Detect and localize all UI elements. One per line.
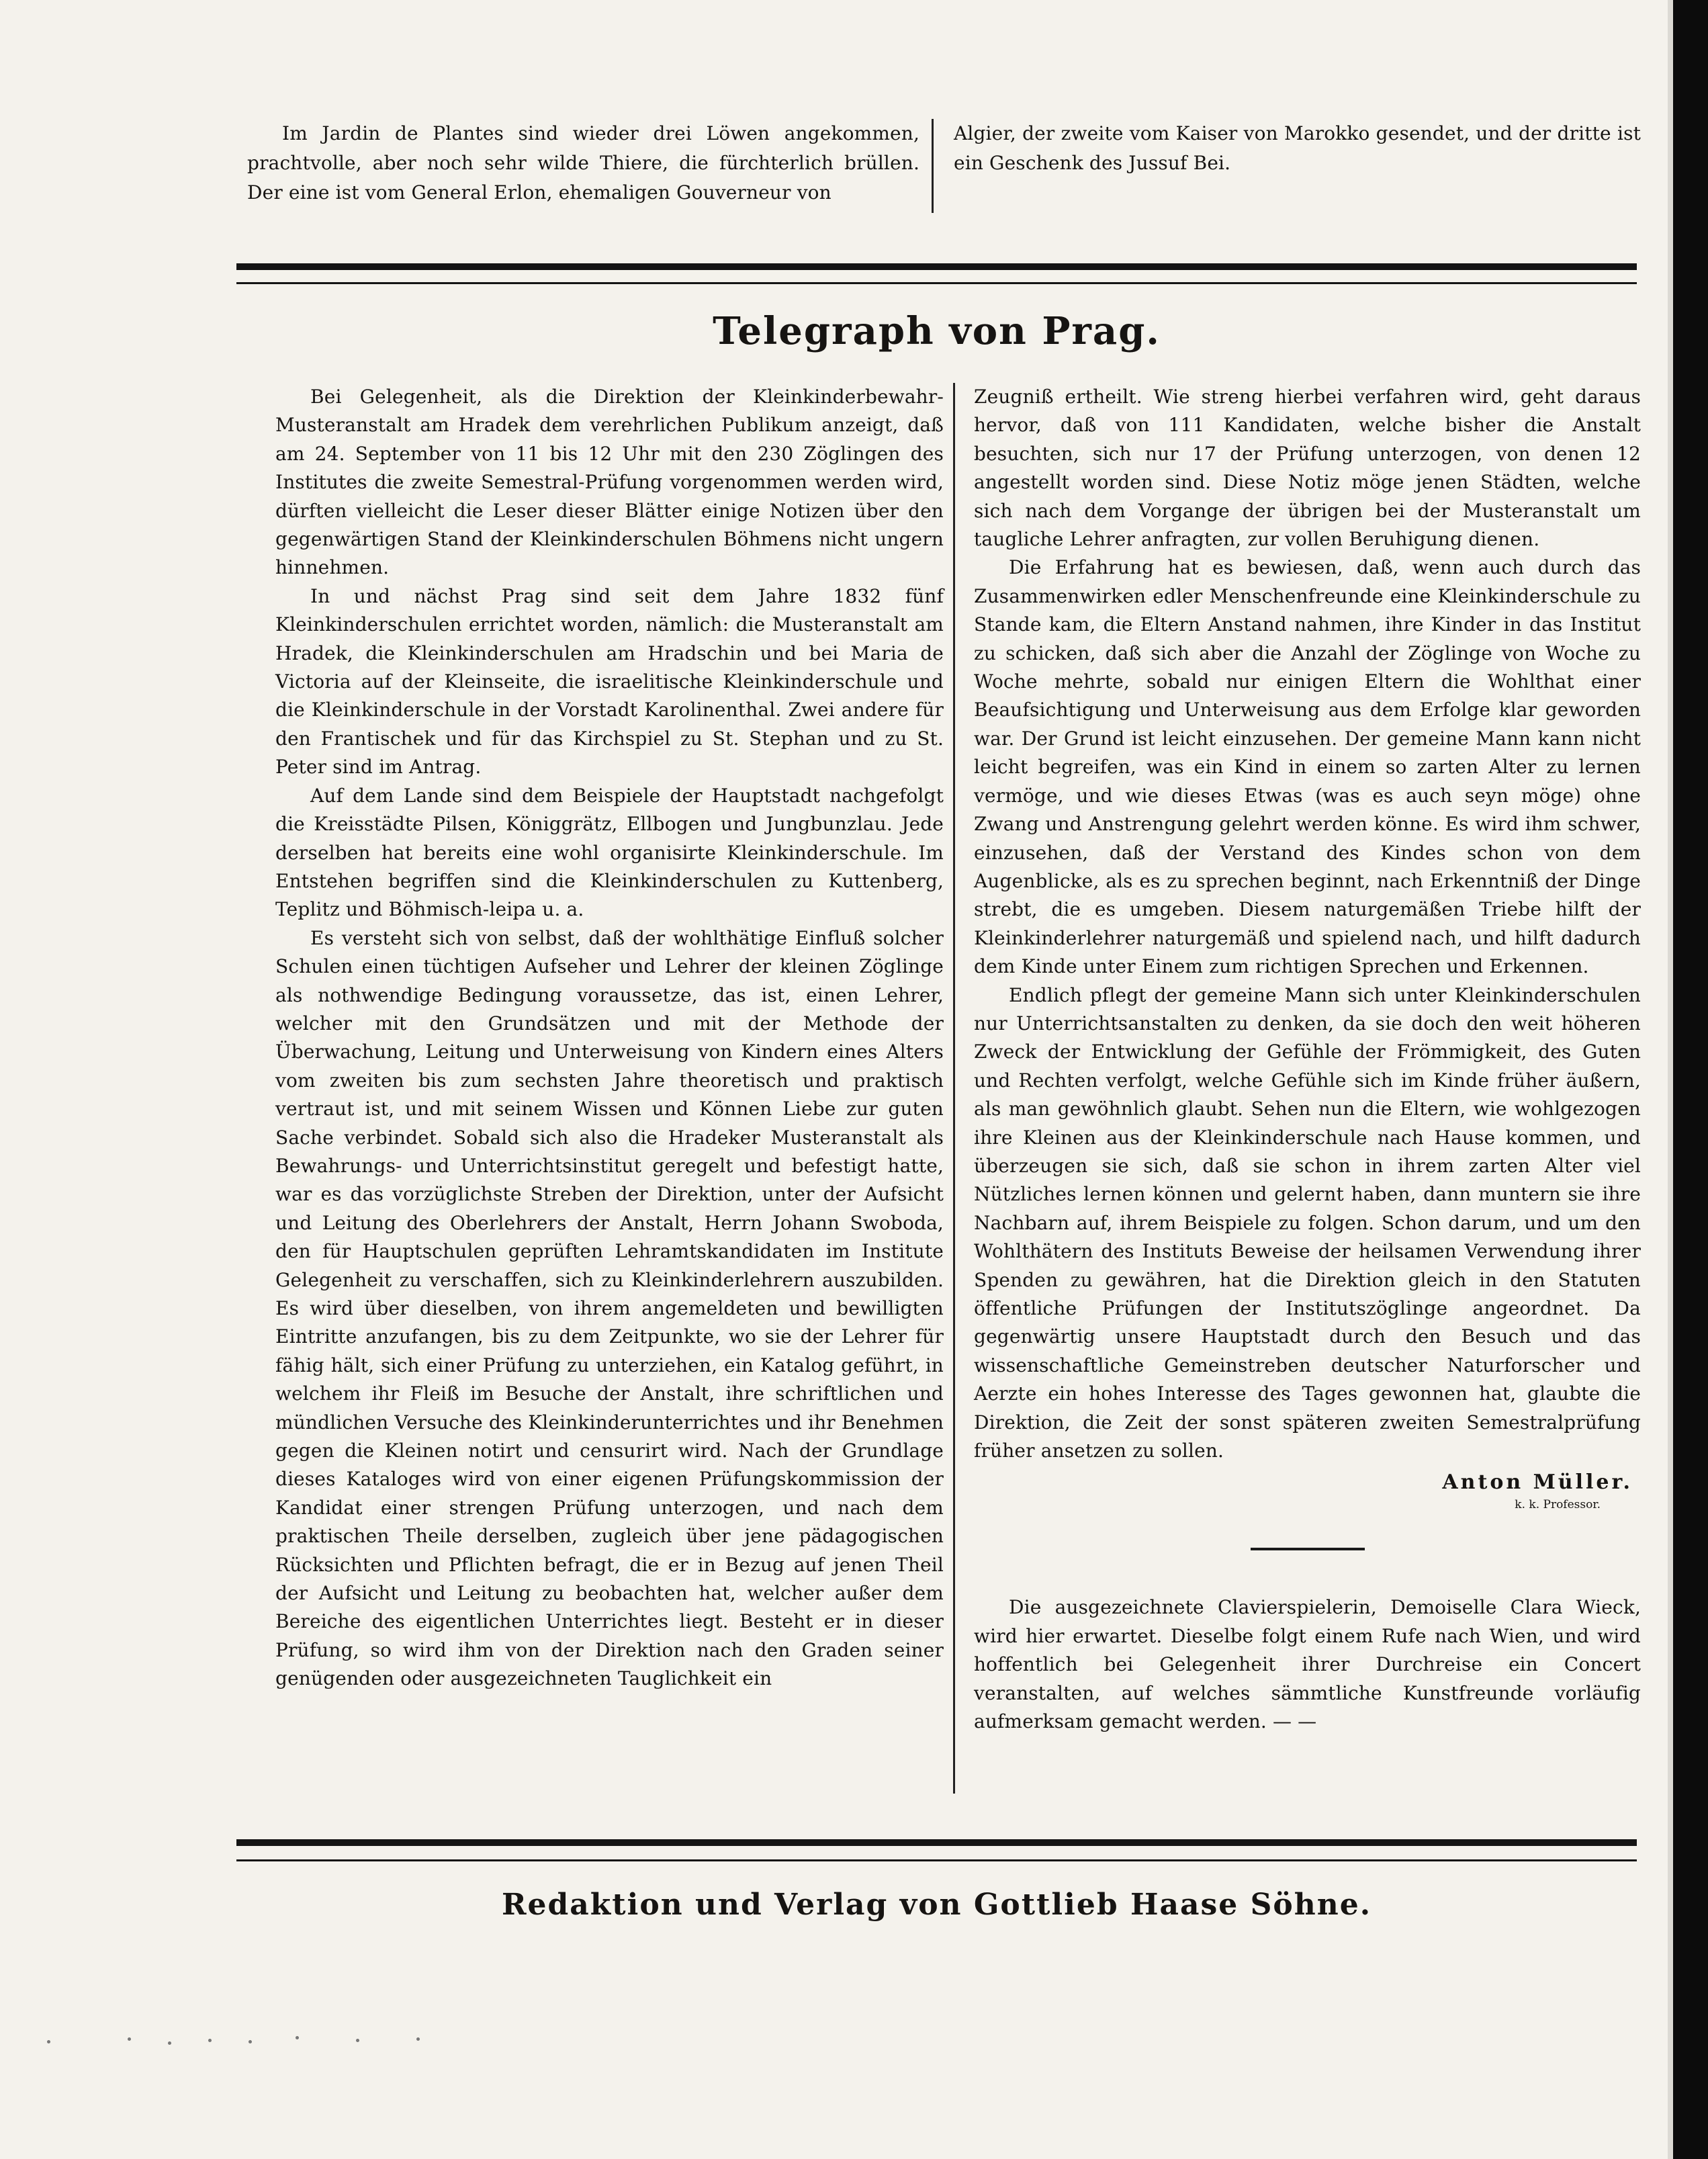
scan-speck <box>168 2041 171 2045</box>
scan-speck <box>128 2037 131 2041</box>
author-signature: Anton Müller. <box>1442 1470 1633 1495</box>
paragraph: Auf dem Lande sind dem Beispiele der Hauptstadt nachgefolgt die Kreisstädte Pilsen, Königgrätz, Ellbogen und Jungbunzlau. Jede derselben hat bereits eine wohl organisirte Kleinkinderschule. Im Entstehen begriffen sind die Kleinkinderschulen zu Kuttenberg, Teplitz und Böhmisch-leipa u. a. <box>275 784 944 921</box>
scan-speck <box>249 2040 252 2043</box>
top-article-left-column <box>247 119 934 213</box>
top-article-text-right: Algier, der zweite vom Kaiser von Marokko gesendet, und der dritte ist ein Geschenk des Jussuf Bei. <box>954 122 1641 174</box>
paragraph: Es versteht sich von selbst, daß der wohlthätige Einfluß solcher Schulen einen tüchtigen Aufseher und Lehrer der kleinen Zöglinge als nothwendige Bedingung voraussetze, das ist, einen Lehrer, welcher mit den Grundsätzen und mit der Methode der Überwachung, Leitung und Unterweisung von Kindern eines Alters vom zweiten bis zum sechsten Jahre theoretisch und praktisch vertraut ist, und mit seinem Wissen und Können Liebe zur guten Sache verbindet. Sobald sich also die Hradeker Musteranstalt als Bewahrungs- und Unterrichtsinstitut geregelt und befestigt hatte, war es das vorzüglichste Streben der Direktion, unter der Aufsicht und Leitung des Oberlehrers der Anstalt, Herrn Johann Swoboda, den für Hauptschulen geprüften Lehramtskandidaten im Institute Gelegenheit zu verschaffen, sich zu Kleinkinderlehrern auszubilden. Es wird über dieselben, von ihrem angemeldeten und bewilligten Eintritte anzufangen, bis zu dem Zeitpunkte, wo sie der Lehrer für fähig hält, sich einer Prüfung zu unterziehen, ein Katalog geführt, in welchem ihr Fleiß im Besuche der Anstalt, ihre schriftlichen und mündlichen Versuche des Kleinkinderunterrichtes und ihr Benehmen gegen die Kleinen notirt und censurirt wird. Nach der Grundlage dieses Kataloges wird von einer eigenen Prüfungskommission der Kandidat einer strengen Prüfung unterzogen, und nach dem praktischen Theile derselben, zugleich über jene pädagogischen Rücksichten und Pflichten befragt, die er in Bezug auf jenen Theil der Aufsicht und Leitung zu beobachten hat, welcher außer dem Bereiche des eigentlichen Unterrichtes liegt. Besteht er in dieser Prüfung, so wird ihm von der Direktion nach den Graden seiner genügenden oder ausgezeichneten Tauglichkeit ein <box>275 926 944 1690</box>
paragraph: Zeugniß ertheilt. Wie streng hierbei verfahren wird, geht daraus hervor, daß von 111 Kandidaten, welche bisher die Anstalt besuchten, sich nur 17 der Prüfung unterzogen, von denen 12 angestellt worden sind. Diese Notiz möge jenen Städten, welche sich nach dem Vorgange der übrigen bei der Musteranstalt um taugliche Lehrer anfragten, zur vollen Beruhigung dienen. <box>974 386 1641 551</box>
notice-paragraph: Die ausgezeichnete Clavierspielerin, Demoiselle Clara Wieck, wird hier erwartet. Dieselbe folgt einem Rufe nach Wien, und wird hoffentlich bei Gelegenheit ihrer Durchreise ein Concert veranstalten, auf welches sämmtliche Kunstfreunde vorläufig aufmerksam gemacht werden. — — <box>974 1596 1641 1733</box>
scan-speck <box>296 2036 299 2039</box>
scan-speck <box>47 2040 50 2043</box>
main-article <box>275 383 1641 1794</box>
scan-noise <box>40 2032 1585 2052</box>
paragraph: Bei Gelegenheit, als die Direktion der Kleinkinderbewahr-Musteranstalt am Hradek dem verehrlichen Publikum anzeigt, daß am 24. September von 11 bis 12 Uhr mit den 230 Zöglingen des Institutes die zweite Semestral-Prüfung vorgenommen werden wird, dürften vielleicht die Leser dieser Blätter einige Notizen über den gegenwärtigen Stand der Kleinkinderschulen Böhmens nicht ungern hinnehmen. <box>275 386 944 579</box>
section-divider-top <box>236 263 1637 284</box>
author-title: k. k. Professor. <box>1515 1498 1601 1512</box>
main-article-left-column <box>275 383 955 1794</box>
top-article <box>247 119 1641 213</box>
short-divider <box>1251 1548 1365 1550</box>
scan-speck <box>208 2039 212 2042</box>
scan-speck <box>416 2037 420 2041</box>
paragraph: Die Erfahrung hat es bewiesen, daß, wenn auch durch das Zusammenwirken edler Menschenfreunde eine Kleinkinderschule zu Stande kam, die Eltern Anstand nahmen, ihre Kinder in das Institut zu schicken, daß sich aber die Anzahl der Zöglinge von Woche zu Woche mehrte, sobald nur einigen Eltern die Wohlthat einer Beaufsichtigung und Unterweisung aus dem Erfolge klar geworden war. Der Grund ist leicht einzusehen. Der gemeine Mann kann nicht leicht begreifen, was ein Kind in einem so zarten Alter zu lernen vermöge, und wie dieses Etwas (was es auch seyn möge) ohne Zwang und Anstrengung gelehrt werden könne. Es wird ihm schwer, einzusehen, daß der Verstand des Kindes schon von dem Augenblicke, als es zu sprechen beginnt, nach Erkenntniß der Dinge strebt, die es umgeben. Diesem naturgemäßen Triebe hilft der Kleinkinderlehrer naturgemäß und spielend nach, und hilft dadurch dem Kinde unter Einem zum richtigen Sprechen und Erkennen. <box>974 556 1641 978</box>
main-article-right-column <box>955 383 1641 1794</box>
top-article-text-left: Im Jardin de Plantes sind wieder drei Löwen angekommen, prachtvolle, aber noch sehr wilde Thiere, die fürchterlich brüllen. Der eine ist vom General Erlon, ehemaligen Gouverneur von <box>247 122 919 204</box>
paragraph: In und nächst Prag sind seit dem Jahre 1832 fünf Kleinkinderschulen errichtet worden, nämlich: die Musteranstalt am Hradek, die Kleinkinderschulen am Hradschin und bei Maria de Victoria auf der Kleinseite, die israelitische Kleinkinderschule und die Kleinkinderschule in der Vorstadt Karolinenthal. Zwei andere für den Frantischek und für das Kirchspiel zu St. Stephan und zu St. Peter sind im Antrag. <box>275 584 944 779</box>
section-divider-bottom <box>236 1839 1637 1861</box>
article-title: Telegraph von Prag. <box>713 309 1161 353</box>
scan-speck <box>356 2039 359 2042</box>
top-article-right-column <box>934 119 1641 213</box>
scan-border <box>1673 0 1708 2159</box>
page-edge-shadow <box>1668 0 1673 2159</box>
paragraph: Endlich pflegt der gemeine Mann sich unter Kleinkinderschulen nur Unterrichtsanstalten zu denken, da sie doch den weit höheren Zweck der Entwicklung der Gefühle der Frömmigkeit, des Guten und Rechten verfolgt, welche Gefühle sich im Kinde früher äußern, als man gewöhnlich glaubt. Sehen nun die Eltern, wie wohlgezogen ihre Kleinen aus der Kleinkinderschule nach Hause kommen, und überzeugen sie sich, daß sie schon in ihrem zarten Alter viel Nützliches lernen können und gelernt haben, dann muntern sie ihre Nachbarn auf, ihrem Beispiele zu folgen. Schon darum, und um den Wohlthätern des Instituts Beweise der heilsamen Verwendung ihrer Spenden zu gewähren, hat die Direktion gleich in den Statuten öffentliche Prüfungen der Institutszöglinge angeordnet. Da gegenwärtig unsere Hauptstadt durch den Besuch und das wissenschaftliche Gemeinstreben deutscher Naturforscher und Aerzte ein hohes Interesse des Tages gewonnen hat, glaubte die Direktion, die Zeit der sonst späteren zweiten Semestralprüfung früher ansetzen zu sollen. <box>974 983 1641 1462</box>
publisher-footer: Redaktion und Verlag von Gottlieb Haase Söhne. <box>501 1888 1372 1922</box>
